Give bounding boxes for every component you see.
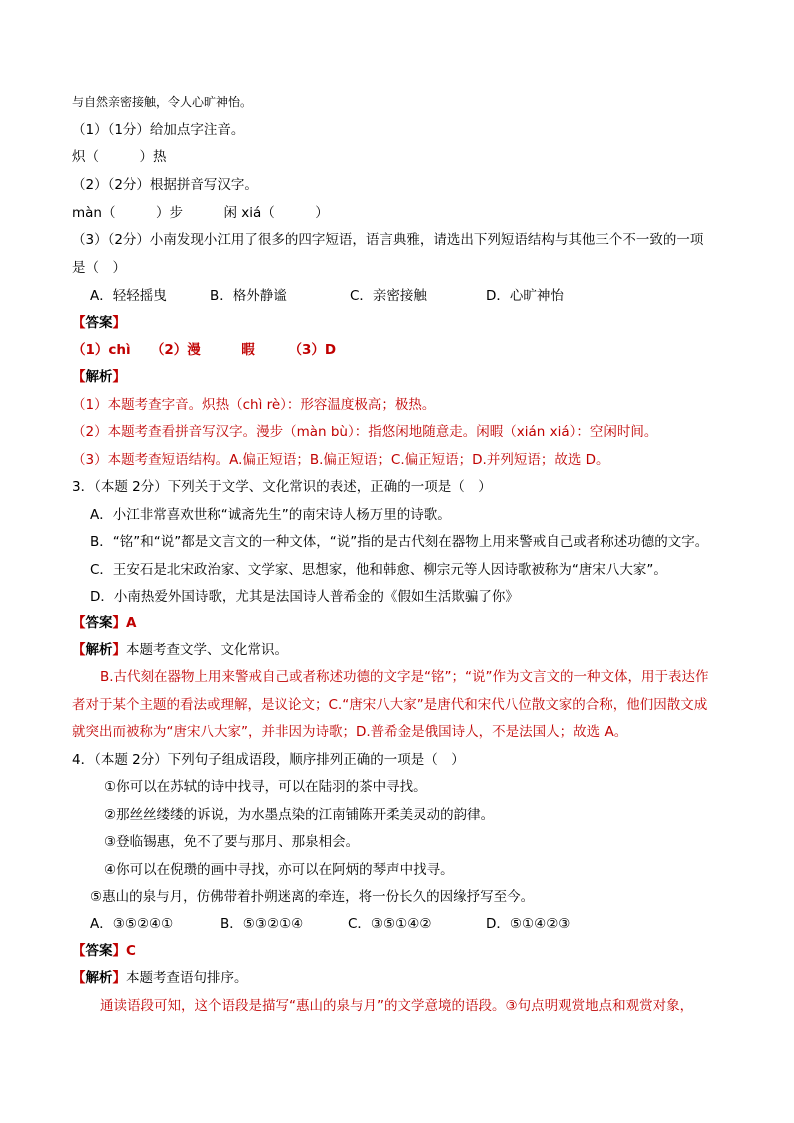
q2-analysis-2: （2）本题考查看拼音写汉字。漫步（màn bù）：指悠闲地随意走。闲暇（xián xiá）：空闲时间。 (72, 424, 658, 440)
q3-option-d: D．小南热爱外国诗歌，尤其是法国诗人普希金的《假如生活欺骗了你》 (90, 589, 519, 605)
q3-analysis-head: 本题考查文学、文化常识。 (126, 642, 288, 658)
q4-choice-d: D．⑤①④②③ (486, 916, 571, 932)
q4-choices (90, 915, 690, 933)
analysis-tag: 【解析】 (72, 369, 126, 385)
q2-sub2-prompt: （2）（2分）根据拼音写汉字。 (72, 177, 258, 193)
q2-sub3-prompt-cont: 是（ ） (72, 260, 126, 276)
choice-a: A．轻轻摇曳 (90, 288, 167, 304)
q4-sentence-2: ②那丝丝缕缕的诉说，为水墨点染的江南铺陈开柔美灵动的韵律。 (104, 807, 495, 823)
choice-c: C．亲密接触 (350, 288, 427, 304)
q2-sub1-prompt: （1）（1分）给加点字注音。 (72, 122, 245, 138)
q2-analysis-3: （3）本题考查短语结构。A.偏正短语；B.偏正短语；C.偏正短语；D.并列短语；故选 D。 (72, 452, 610, 468)
q4-analysis-body: 通读语段可知，这个语段是描写“惠山的泉与月”的文学意境的语段。③句点明观赏地点和观赏对象， (100, 998, 694, 1014)
q2-analysis-1: （1）本题考查字音。炽热（chì rè）：形容温度极高；极热。 (72, 397, 436, 413)
q4-choice-b: B．⑤③②①④ (220, 916, 304, 932)
q3-option-c: C．王安石是北宋政治家、文学家、思想家，他和韩愈、柳宗元等人因诗歌被称为“唐宋八大家”。 (90, 562, 667, 578)
q2-sub3-prompt: （3）（2分）小南发现小江用了很多的四字短语，语言典雅，请选出下列短语结构与其他三个不一致的一项 (72, 232, 704, 248)
q3-analysis-1: B.古代刻在器物上用来警戒自己或者称述功德的文字是“铭”；“说”作为文言文的一种文体，用于表达作 (100, 669, 709, 685)
q4-choice-c: C．③⑤①④② (348, 916, 432, 932)
q2-answer: （1）chì （2）漫 暇 （3）D (72, 342, 337, 358)
q3-answer-row: 【答案】A (72, 615, 137, 631)
answer-tag: 【答案】 (72, 315, 126, 331)
passage-tail: 与自然亲密接触，令人心旷神怡。 (72, 95, 253, 109)
q3-option-a: A．小江非常喜欢世称“诚斋先生”的南宋诗人杨万里的诗歌。 (90, 507, 451, 523)
q4-stem: 4．（本题 2分）下列句子组成语段，顺序排列正确的一项是（ ） (72, 752, 465, 768)
q2-sub1-item: 炽（ ）热 (72, 149, 167, 165)
choice-d: D．心旷神怡 (486, 288, 564, 304)
q4-choice-a: A．③⑤②④① (90, 916, 174, 932)
q4-answer-row: 【答案】C (72, 943, 136, 959)
q3-analysis-2: 者对于某个主题的看法或理解，是议论文；C.“唐宋八大家”是唐代和宋代八位散文家的合称，他们因散文成 (72, 697, 708, 713)
q2-choices (90, 287, 690, 305)
q3-stem: 3．（本题 2分）下列关于文学、文化常识的表述，正确的一项是（ ） (72, 479, 492, 495)
q4-analysis-row: 【解析】本题考查语句排序。 (72, 970, 248, 986)
q4-sentence-5: ⑤惠山的泉与月，仿佛带着扑朔迷离的牵连，将一份长久的因缘抒写至今。 (90, 889, 535, 905)
q3-analysis-row: 【解析】本题考查文学、文化常识。 (72, 642, 288, 658)
q3-answer: A (126, 615, 137, 631)
q4-sentence-3: ③登临锡惠，免不了要与那月、那泉相会。 (104, 834, 360, 850)
q3-analysis-3: 就突出而被称为“唐宋八大家”，并非因为诗歌；D.普希金是俄国诗人，不是法国人；故选 A。 (72, 724, 628, 740)
choice-b: B．格外静谧 (210, 288, 287, 304)
q4-answer: C (126, 943, 136, 959)
q4-analysis-head: 本题考查语句排序。 (126, 970, 248, 986)
q4-sentence-1: ①你可以在苏轼的诗中找寻，可以在陆羽的茶中寻找。 (104, 779, 427, 795)
q4-sentence-4: ④你可以在倪瓒的画中寻找，亦可以在阿炳的琴声中找寻。 (104, 862, 454, 878)
q3-option-b: B．“铭”和“说”都是文言文的一种文体，“说”指的是古代刻在器物上用来警戒自己或者称述功德的文字。 (90, 534, 709, 550)
q2-sub2-item: màn（ ）步 闲 xiá（ ） (72, 205, 329, 221)
